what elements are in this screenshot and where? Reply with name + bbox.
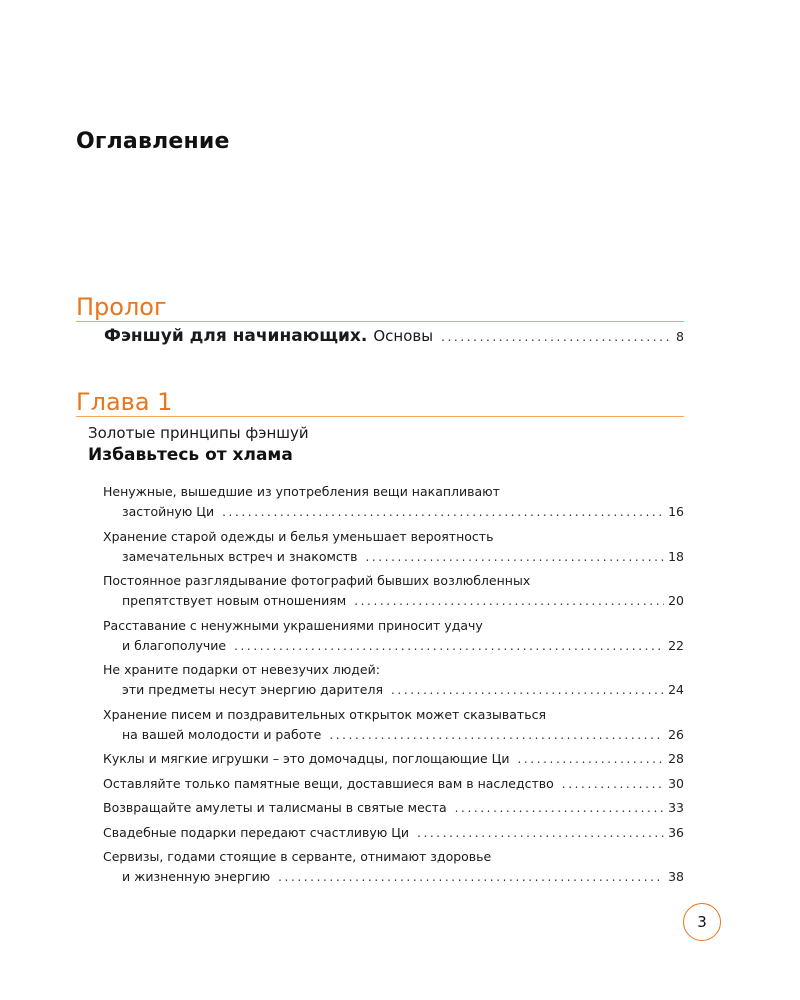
toc-entry[interactable] [103,823,684,843]
toc-entry-line1: Расставание с ненужными украшениями приносит удачу [103,617,483,633]
leader-dots [455,798,664,818]
leader-dots [517,749,664,769]
toc-entry[interactable] [103,571,684,611]
chapter1-title: Избавьтесь от хлама [88,445,293,465]
prolog-entry-bold: Фэншуй для начинающих. [104,326,368,346]
toc-entry-line2: застойную Ци [122,504,215,519]
leader-dots [365,547,664,567]
leader-dots [417,823,664,843]
toc-entry-line2: эти предметы несут энергию дарителя [122,682,383,697]
toc-entry-line2: и жизненную энергию [122,869,271,884]
leader-dots [234,636,664,656]
toc-entry-page: 16 [668,504,684,519]
toc-entry-text: Возвращайте амулеты и талисманы в святые места [103,800,447,815]
leader-dots [329,725,664,745]
toc-entry-page: 22 [668,637,684,653]
toc-entry-line1: Сервизы, годами стоящие в серванте, отнимают здоровье [103,849,492,864]
toc-entry-page: 33 [668,800,684,815]
leader-dots [391,680,664,700]
toc-entry-page: 30 [668,775,684,791]
prolog-heading: Пролог [76,293,684,322]
toc-entry-page: 24 [668,682,684,697]
leader-dots [441,330,672,344]
toc-title: Оглавление [76,129,230,154]
toc-entry-page: 18 [668,548,684,564]
leader-dots [222,502,664,522]
leader-dots [562,774,664,794]
toc-entry-line1: Не храните подарки от невезучих людей: [103,662,380,677]
prolog-page-number: 8 [676,329,684,344]
toc-entry-line2: замечательных встреч и знакомств [122,548,358,564]
prolog-entry[interactable] [104,326,684,346]
toc-entry-line2: препятствует новым отношениям [122,593,347,608]
toc-entry[interactable] [103,749,684,769]
toc-entry-line1: Ненужные, вышедшие из употребления вещи накапливают [103,484,500,499]
prolog-entry-normal: Основы [373,327,434,345]
toc-entry-line2: на вашей молодости и работе [122,726,322,742]
toc-entry-line2: и благополучие [122,637,227,653]
toc-entry-page: 28 [668,751,684,766]
toc-entry-page: 36 [668,824,684,840]
chapter1-entries [103,482,684,892]
toc-entry-page: 38 [668,869,684,884]
toc-entry-text: Куклы и мягкие игрушки – это домочадцы, поглощающие Ци [103,751,510,766]
toc-entry-line1: Постоянное разглядывание фотографий бывших возлюбленных [103,573,531,588]
chapter1-heading: Глава 1 [76,388,684,417]
toc-entry-text: Оставляйте только памятные вещи, доставшиеся вам в наследство [103,775,554,791]
toc-entry[interactable] [103,660,684,700]
toc-entry-line1: Хранение писем и поздравительных открыток может сказываться [103,706,546,722]
toc-entry[interactable] [103,527,684,567]
toc-entry[interactable] [103,774,684,794]
page-number-badge: 3 [683,903,721,941]
leader-dots [354,591,664,611]
toc-entry[interactable] [103,705,684,745]
toc-entry-page: 20 [668,593,684,608]
toc-entry[interactable] [103,798,684,818]
toc-entry[interactable] [103,616,684,656]
chapter1-subtitle: Золотые принципы фэншуй [88,424,309,442]
leader-dots [278,867,664,887]
toc-entry-line1: Хранение старой одежды и белья уменьшает вероятность [103,528,494,544]
toc-entry-text: Свадебные подарки передают счастливую Ци [103,824,410,840]
toc-entry[interactable] [103,482,684,522]
toc-entry-page: 26 [668,726,684,742]
toc-entry[interactable] [103,847,684,887]
